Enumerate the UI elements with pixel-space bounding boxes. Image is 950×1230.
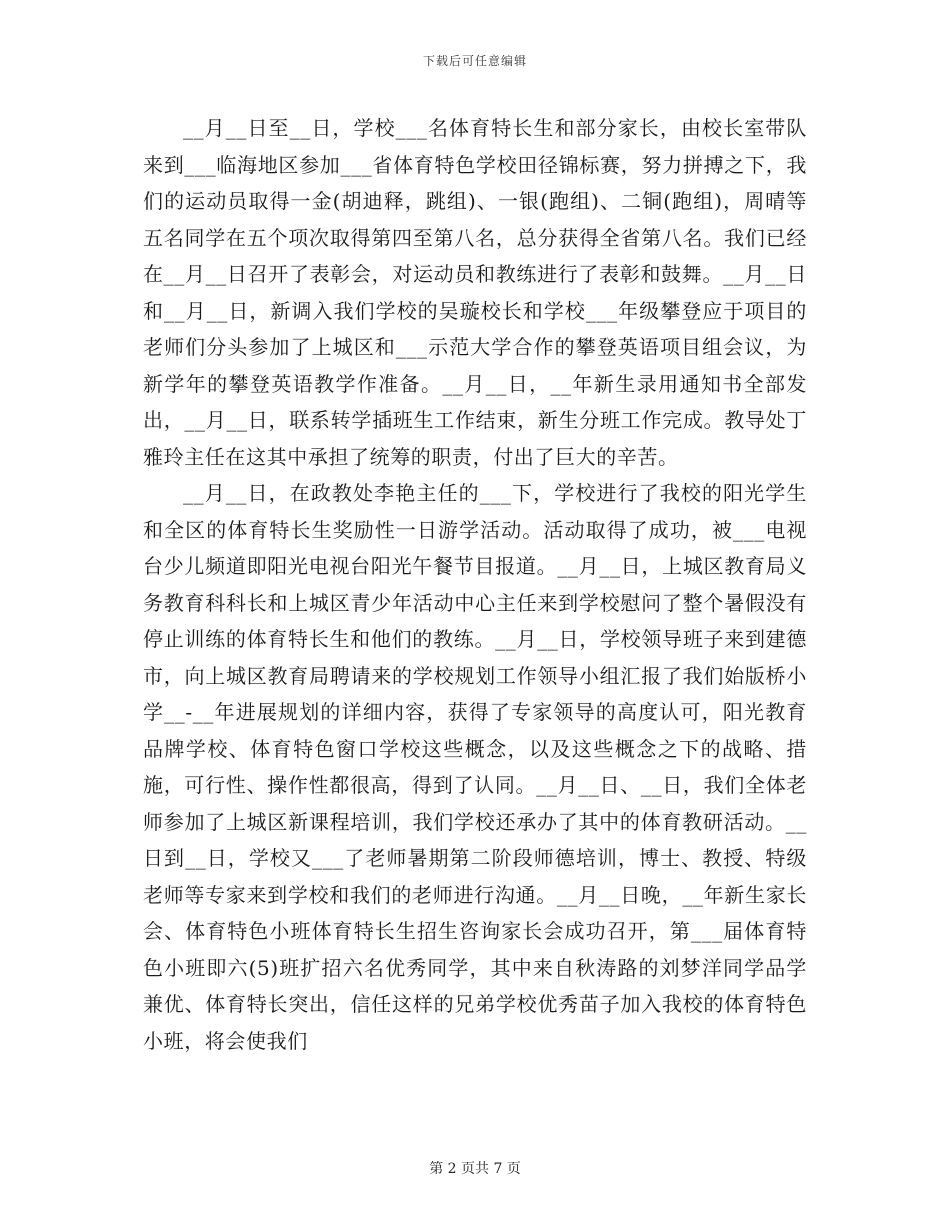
paragraph-2: __月__日，在政教处李艳主任的___下，学校进行了我校的阳光学生和全区的体育特长生奖励性一日游学活动。活动取得了成功，被___电视台少儿频道即阳光电视台阳光午餐节目报道。__月__日，上城区教育局义务教育科科长和上城区青少年活动中心主任来到学校慰问了整个暑假没有停止训练的体育特长生和他们的教练。__月__日，学校领导班子来到建德市，向上城区教育局聘请来的学校规划工作领导小组汇报了我们始版桥小学__-__年进展规划的详细内容，获得了专家领导的高度认可，阳光教育品牌学校、体育特色窗口学校这些概念，以及这些概念之下的战略、措施，可行性、操作性都很高，得到了认同。__月__日、__日，我们全体老师参加了上城区新课程培训，我们学校还承办了其中的体育教研活动。__日到__日，学校又___了老师暑期第二阶段师德培训，博士、教授、特级老师等专家来到学校和我们的老师进行沟通。__月__日晚，__年新生家长会、体育特色小班体育特长生招生咨询家长会成功召开，第___届体育特色小班即六(5)班扩招六名优秀同学，其中来自秋涛路的刘梦洋同学品学兼优、体育特长突出，信任这样的兄弟学校优秀苗子加入我校的体育特色小班，将会使我们 — [143, 481, 807, 1053]
page-header: 下载后可任意编辑 — [422, 54, 527, 68]
page-number: 第 2 页共 7 页 — [429, 1161, 521, 1177]
paragraph-1: __月__日至__日，学校___名体育特长生和部分家长，由校长室带队来到___临海地区参加___省体育特色学校田径锦标赛，努力拼搏之下，我们的运动员取得一金(胡迪释，跳组)、一银(跑组)、二铜(跑组)，周晴等五名同学在五个项次取得第四至第八名，总分获得全省第八名。我们已经在__月__日召开了表彰会，对运动员和教练进行了表彰和鼓舞。__月__日和__月__日，新调入我们学校的吴璇校长和学校___年级攀登应于项目的老师们分头参加了上城区和___示范大学合作的攀登英语项目组会议，为新学年的攀登英语教学作准备。__月__日，__年新生录用通知书全部发出，__月__日，联系转学插班生工作结束，新生分班工作完成。教导处丁雅玲主任在这其中承担了统筹的职责，付出了巨大的辛苦。 — [143, 116, 807, 469]
document-body — [143, 110, 807, 1059]
